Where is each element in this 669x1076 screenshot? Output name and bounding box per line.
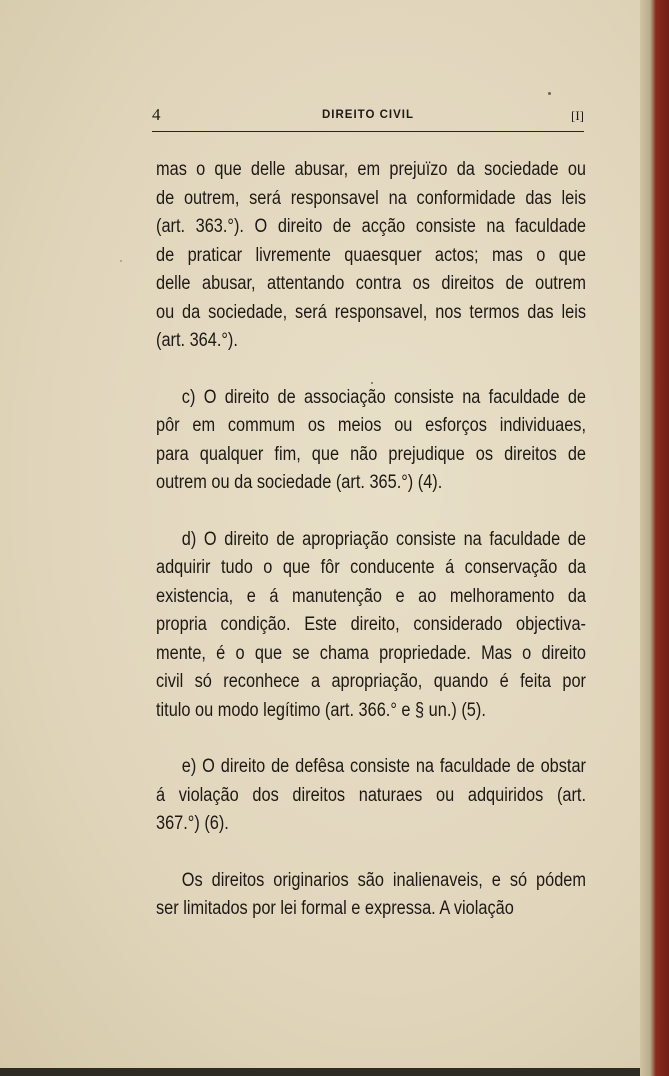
text-line: propria condição. Este direito, considerado objectiva- (156, 614, 586, 635)
text-line: civil só reconhece a apropriação, quando é feita por (156, 671, 586, 692)
paragraph-1 (156, 156, 586, 356)
text-line: e) O direito de defêsa consiste na faculdade de obstar (181, 756, 587, 777)
text-line: mente, é o que se chama propriedade. Mas o direito (156, 642, 586, 664)
text-line: d) O direito de apropriação consiste na faculdade de (181, 528, 587, 550)
paper-speck (371, 382, 373, 384)
text-line: (art. 364.°). (156, 330, 238, 351)
text-line: titulo ou modo legítimo (art. 366.° e § un.) (5). (156, 699, 486, 721)
text-line: adquirir tudo o que fôr conducente á conservação da (156, 557, 586, 578)
paragraph-2 (156, 384, 586, 498)
text-line: ser limitados por lei formal e expressa. A violação (156, 898, 514, 919)
book-edge (640, 0, 669, 1076)
text-line: para qualquer fim, que não prejudique os direitos de (156, 443, 586, 465)
body-text (156, 156, 586, 952)
text-line: Os direitos originarios são inalienaveis, e só pódem (181, 869, 587, 891)
paragraph-4 (156, 753, 586, 839)
text-line: existencia, e á manutenção e ao melhoramento da (156, 585, 586, 607)
text-line: delle abusar, attentando contra os direitos de outrem (156, 273, 586, 294)
text-line: de praticar livremente quaesquer actos; mas o que (156, 244, 586, 266)
text-line: outrem ou da sociedade (art. 365.°) (4). (156, 472, 443, 493)
paper-speck (548, 92, 551, 95)
running-title: DIREITO CIVIL (321, 109, 415, 121)
paragraph-3 (156, 526, 586, 726)
text-line: de outrem, será responsavel na conformidade das leis (156, 187, 586, 209)
text-line: á violação dos direitos naturaes ou adquiridos (art. (156, 784, 586, 806)
paper-speck (120, 260, 122, 262)
page-number: 4 (152, 105, 161, 124)
text-line: pôr em commum os meios ou esforços individuaes, (156, 415, 586, 436)
text-line: c) O direito de associação consiste na faculdade de (181, 386, 587, 408)
text-line: ou da sociedade, será responsavel, nos termos das leis (156, 301, 586, 323)
text-line: mas o que delle abusar, em prejuïzo da sociedade ou (156, 159, 586, 180)
text-line: 367.°) (6). (156, 813, 229, 834)
page-header (152, 103, 584, 132)
section-marker: [I] (571, 108, 584, 123)
text-line: (art. 363.°). O direito de acção consiste na faculdade (156, 216, 586, 237)
paragraph-5 (156, 867, 586, 924)
